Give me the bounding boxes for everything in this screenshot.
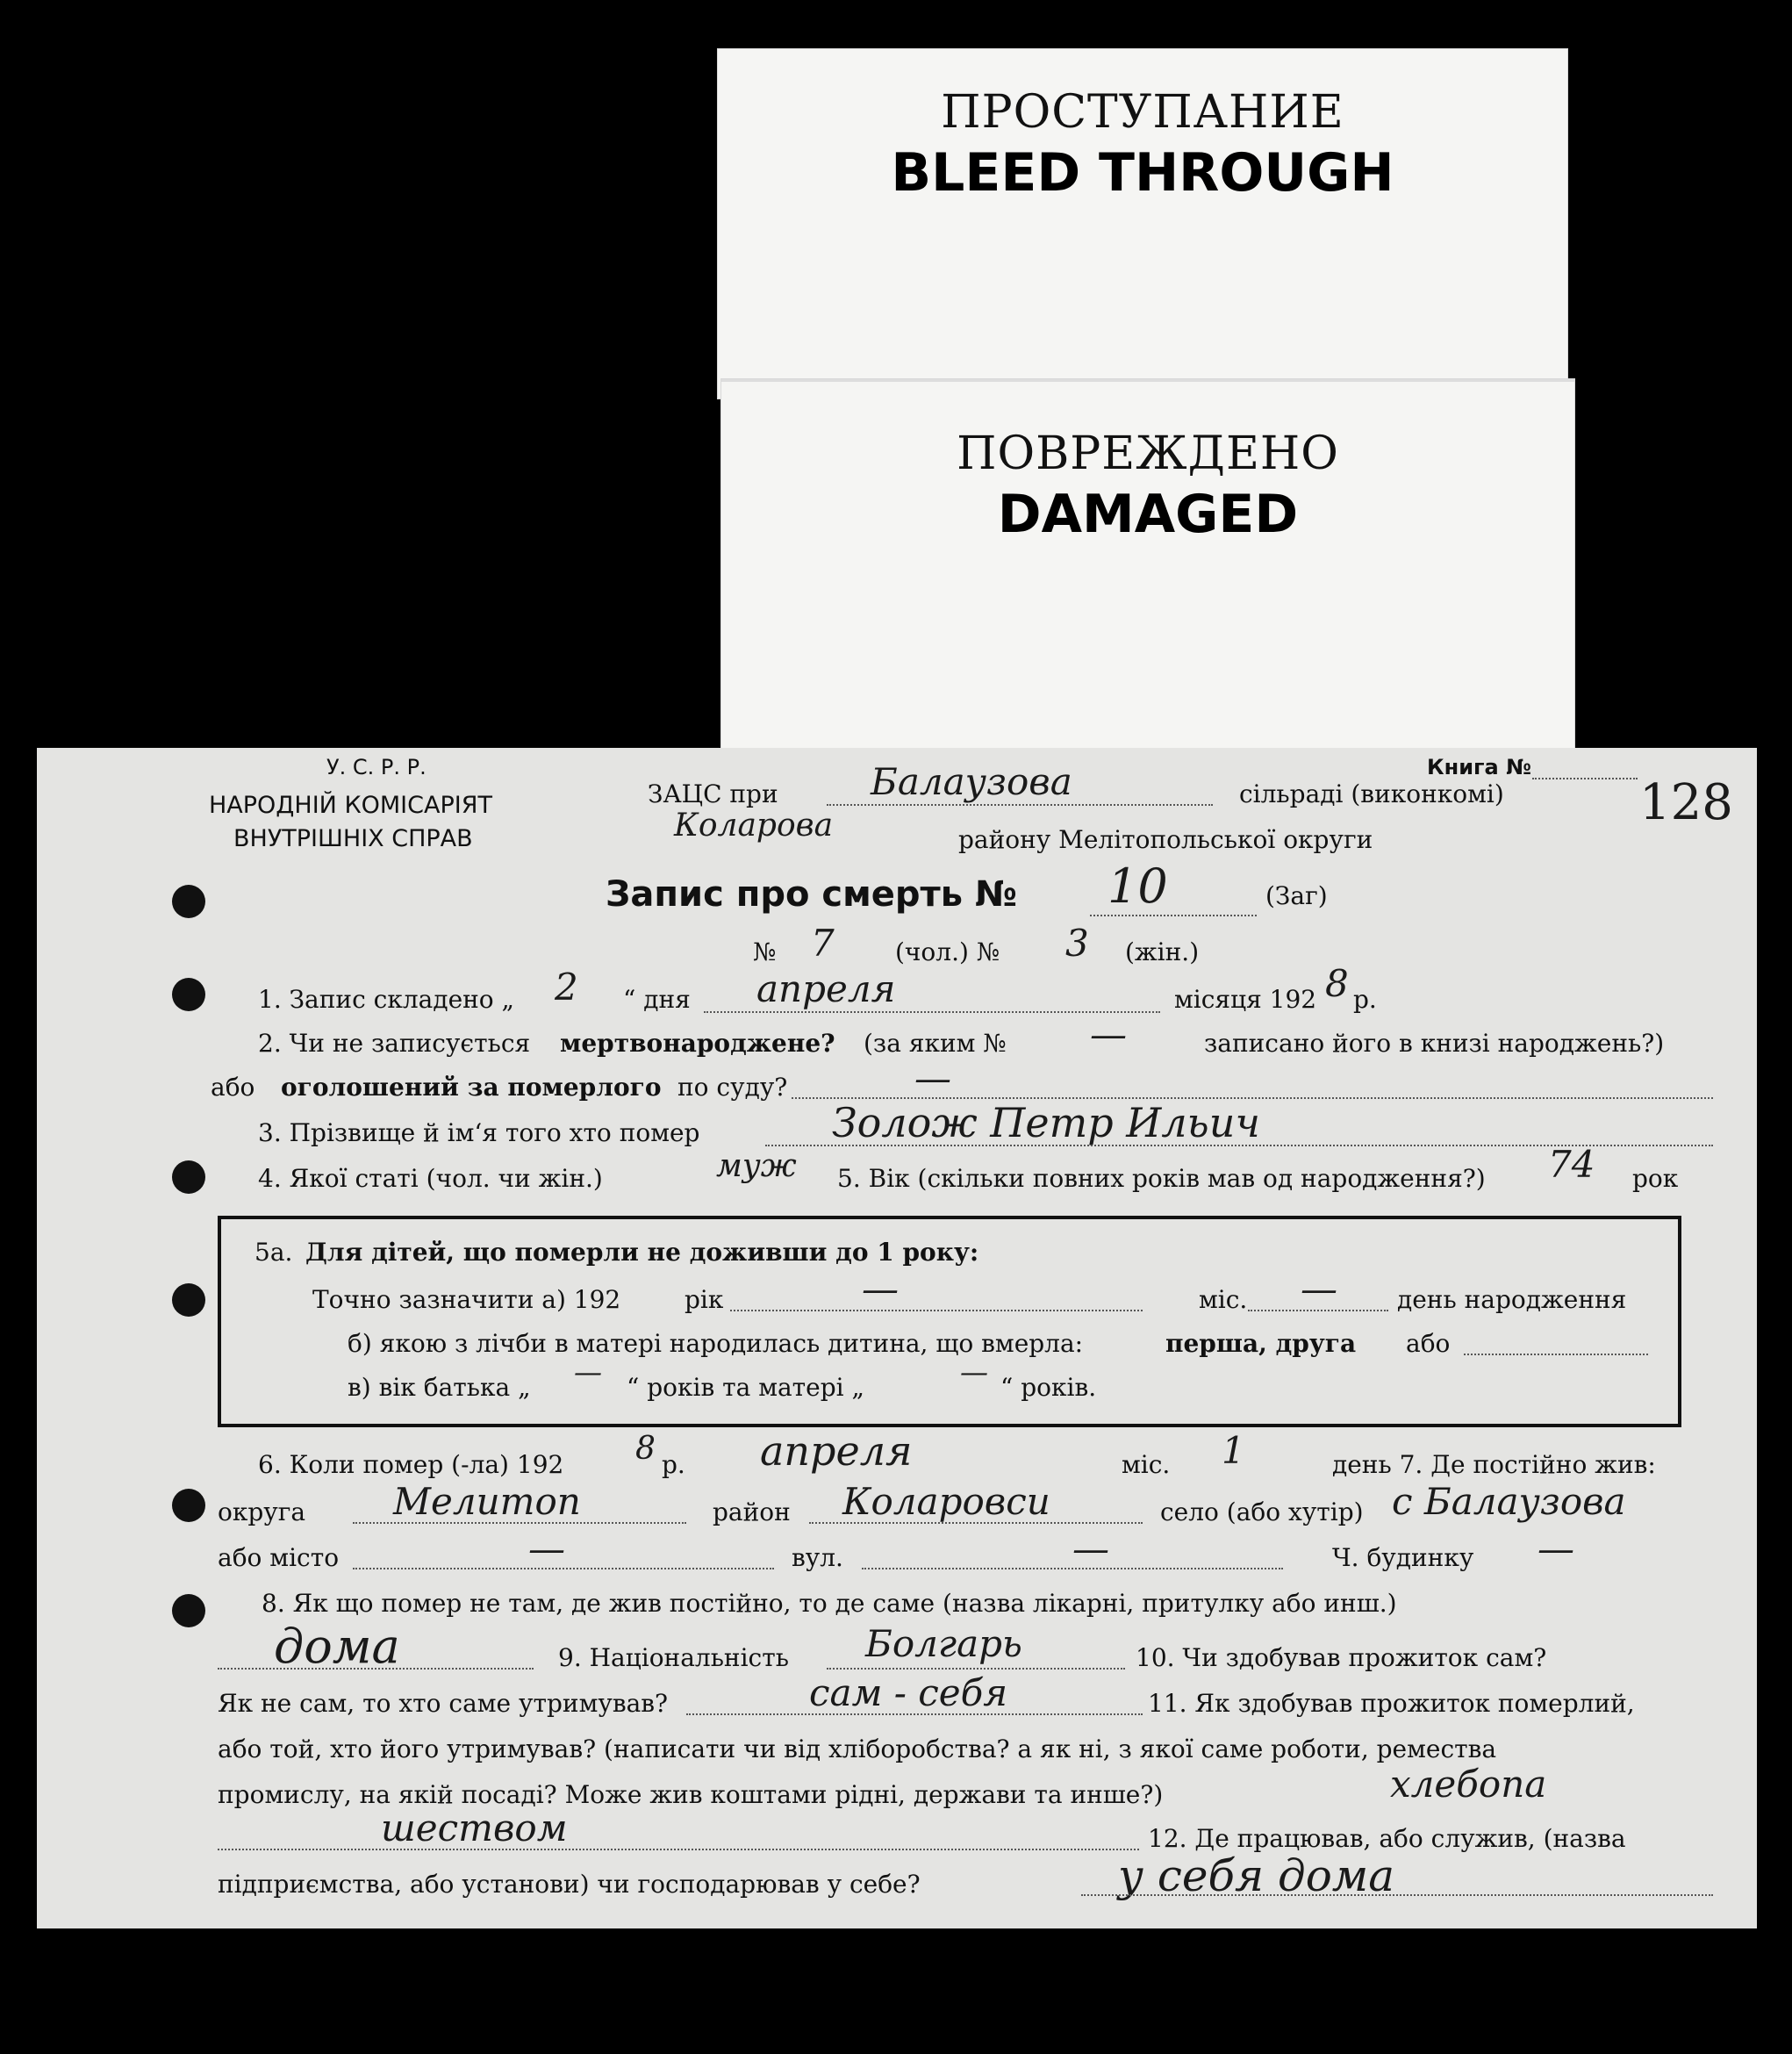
infant-rokiv: “ років. <box>1000 1373 1097 1402</box>
death-record-form <box>37 748 1757 1928</box>
line-2e-po-sudu: по суду? <box>677 1073 788 1102</box>
village-council-line <box>827 804 1213 806</box>
line-2e-declared: оголошений за померлого <box>281 1073 662 1102</box>
line-2-label: 2. Чи не записується <box>258 1029 531 1058</box>
city-line <box>353 1568 774 1569</box>
punch-hole <box>172 1594 205 1627</box>
punch-hole <box>172 1283 205 1317</box>
father-age-dash-handwritten: — <box>574 1355 602 1389</box>
infant-month-dash-handwritten: — <box>1301 1268 1337 1311</box>
punch-hole <box>172 978 205 1011</box>
place-of-death-handwritten: дома <box>274 1619 400 1674</box>
line-4-age-label: 5. Вік (скільки повних років мав од народження?) <box>837 1164 1486 1193</box>
stillborn-dash-handwritten: — <box>1090 1013 1127 1056</box>
line-7-selo: село (або хутір) <box>1160 1497 1364 1526</box>
infant-mis: міс. <box>1199 1285 1248 1314</box>
damaged-ru: ПОВРЕЖДЕНО <box>957 427 1339 480</box>
workplace-line <box>1081 1894 1713 1896</box>
bleed-through-en: BLEED THROUGH <box>891 142 1394 204</box>
punch-hole <box>172 1489 205 1522</box>
selo-handwritten: с Балаузова <box>1392 1480 1626 1523</box>
punch-hole <box>172 1160 205 1194</box>
record-title: Запис про смерть № <box>606 874 1018 915</box>
death-month-handwritten: апреля <box>760 1427 913 1475</box>
village-council-handwritten: Балаузова <box>871 760 1072 803</box>
book-label: Книга № <box>1427 755 1531 779</box>
infant-month-line <box>1248 1310 1388 1311</box>
city-dash-handwritten: — <box>528 1527 565 1570</box>
nationality-handwritten: Болгарь <box>865 1622 1022 1665</box>
year-digit-handwritten: 8 <box>1325 962 1349 1005</box>
court-dash-handwritten: — <box>914 1057 951 1100</box>
infant-order-abo: або <box>1406 1329 1451 1358</box>
line-10-who: Як не сам, то хто саме утримував? <box>218 1689 669 1718</box>
supported-line <box>686 1713 1143 1715</box>
zag-label: (Заг) <box>1265 881 1328 910</box>
infant-year-line <box>730 1310 1143 1311</box>
workplace-handwritten: у себя дома <box>1118 1850 1395 1901</box>
male-number-handwritten: 7 <box>811 922 835 965</box>
line-7e-vul: вул. <box>792 1543 843 1572</box>
supported-by-handwritten: сам - себя <box>809 1671 1008 1714</box>
book-line <box>1532 778 1638 779</box>
punch-hole <box>172 885 205 918</box>
line-2e-abo: або <box>211 1073 255 1102</box>
occupation-handwritten-2: шеством <box>381 1806 568 1849</box>
bleed-through-label <box>718 49 1567 399</box>
line-11-text-1: або той, хто його утримував? (написати чи від хліборобства? а як ні, з якої саме роботи, ремества <box>218 1734 1497 1763</box>
line-6-r: р. <box>662 1450 685 1479</box>
age-handwritten: 74 <box>1548 1143 1595 1186</box>
infant-birth-label: Точно зазначити а) 192 <box>312 1285 621 1314</box>
line-12-text: підприємства, або установи) чи господарював у себе? <box>218 1870 921 1899</box>
okruga-line <box>353 1522 686 1524</box>
death-day-handwritten: 1 <box>1222 1429 1245 1472</box>
infant-rik: рік <box>685 1285 724 1314</box>
place-line <box>218 1668 534 1670</box>
line-7-okruga: округа <box>218 1497 306 1526</box>
no-label: № <box>753 937 777 966</box>
line-8-label: 8. Як що помер не там, де жив постійно, то де саме (назва лікарні, притулку або инш.) <box>262 1589 1397 1618</box>
commissariat-line-2: ВНУТРІШНІХ СПРАВ <box>233 825 473 852</box>
line-7e-misto: або місто <box>218 1543 340 1572</box>
record-number-handwritten: 10 <box>1107 858 1168 914</box>
line-7-rayon: район <box>713 1497 791 1526</box>
line-6-label: 6. Коли помер (-ла) 192 <box>258 1450 564 1479</box>
female-number-handwritten: 3 <box>1065 922 1089 965</box>
okruga-handwritten: Мелитоп <box>393 1480 581 1523</box>
line-2-zapysano: записано його в книзі народжень?) <box>1204 1029 1665 1058</box>
line-1-label: 1. Запис складено „ <box>258 985 515 1014</box>
rayon-handwritten: Коларовси <box>842 1480 1050 1523</box>
rayon-line <box>809 1522 1143 1524</box>
infant-section-number: 5а. <box>254 1238 293 1267</box>
bleed-through-ru: ПРОСТУПАНИЕ <box>941 86 1344 139</box>
line-11-label: 11. Як здобував прожиток померлий, <box>1148 1689 1635 1718</box>
chol-label: (чол.) № <box>895 937 1000 966</box>
house-dash-handwritten: — <box>1538 1527 1574 1570</box>
record-number-line <box>1090 915 1257 916</box>
infant-birthday: день народження <box>1397 1285 1627 1314</box>
line-6-mis: міс. <box>1122 1450 1171 1479</box>
deceased-name-handwritten: Золож Петр Ильич <box>832 1099 1260 1146</box>
damaged-label <box>721 379 1574 750</box>
occupation-handwritten-1: хлебопа <box>1390 1763 1547 1806</box>
line-1-dnya: “ дня <box>623 985 691 1014</box>
silradi-label: сільраді (виконкомі) <box>1239 779 1504 808</box>
street-line <box>862 1568 1283 1569</box>
line-11-text-2: промислу, на якій посаді? Може жив коштами рідні, держави та инше?) <box>218 1780 1164 1809</box>
damaged-en: DAMAGED <box>997 484 1299 545</box>
commissariat-line-1: НАРОДНІЙ КОМІСАРІЯТ <box>209 792 492 819</box>
line-10-label: 10. Чи здобував прожиток сам? <box>1136 1643 1547 1672</box>
page-number-handwritten: 128 <box>1639 774 1733 831</box>
line-4-sex-label: 4. Якої статі (чол. чи жін.) <box>258 1164 603 1193</box>
occupation-line <box>218 1849 1139 1850</box>
infant-order-line <box>1464 1354 1648 1355</box>
sex-handwritten: муж <box>716 1148 797 1184</box>
day-handwritten: 2 <box>555 966 578 1009</box>
line-1-r: р. <box>1353 985 1377 1014</box>
nationality-line <box>827 1668 1125 1670</box>
line-9-nationality: 9. Національність <box>558 1643 789 1672</box>
line-3-label: 3. Прізвище й ім‘я того хто помер <box>258 1118 700 1147</box>
line-2-za-yakym: (за яким № <box>864 1029 1007 1058</box>
line-12-label: 12. Де працював, або служив, (назва <box>1148 1824 1626 1853</box>
line-2-stillborn: мертвонароджене? <box>560 1029 835 1058</box>
infant-order-options: перша, друга <box>1165 1329 1357 1358</box>
district-handwritten: Коларова <box>674 808 834 844</box>
month-handwritten: апреля <box>756 967 896 1010</box>
mother-age-dash-handwritten: — <box>960 1355 988 1389</box>
line-4-rok: рок <box>1632 1164 1679 1193</box>
rayonu-label: району Мелітопольської округи <box>958 825 1373 854</box>
infant-parents-label: в) вік батька „ <box>348 1373 531 1402</box>
line-7e-budynku: Ч. будинку <box>1332 1543 1474 1572</box>
line-1-misyatsya: місяця 192 <box>1174 985 1317 1014</box>
infant-mother-label: “ років та матері „ <box>627 1373 865 1402</box>
street-dash-handwritten: — <box>1072 1527 1109 1570</box>
ussr-label: У. С. Р. Р. <box>326 755 426 779</box>
infant-section-title: Для дітей, що померли не доживши до 1 року: <box>305 1238 979 1267</box>
zags-pry-label: ЗАЦС при <box>648 779 778 808</box>
zhin-label: (жін.) <box>1125 937 1200 966</box>
infant-year-dash-handwritten: — <box>862 1268 899 1311</box>
death-year-digit-handwritten: 8 <box>635 1431 656 1467</box>
line-6-den-line-7: день 7. Де постійно жив: <box>1332 1450 1656 1479</box>
infant-order-label: б) якою з лічби в матері народилась дитина, що вмерла: <box>348 1329 1084 1358</box>
